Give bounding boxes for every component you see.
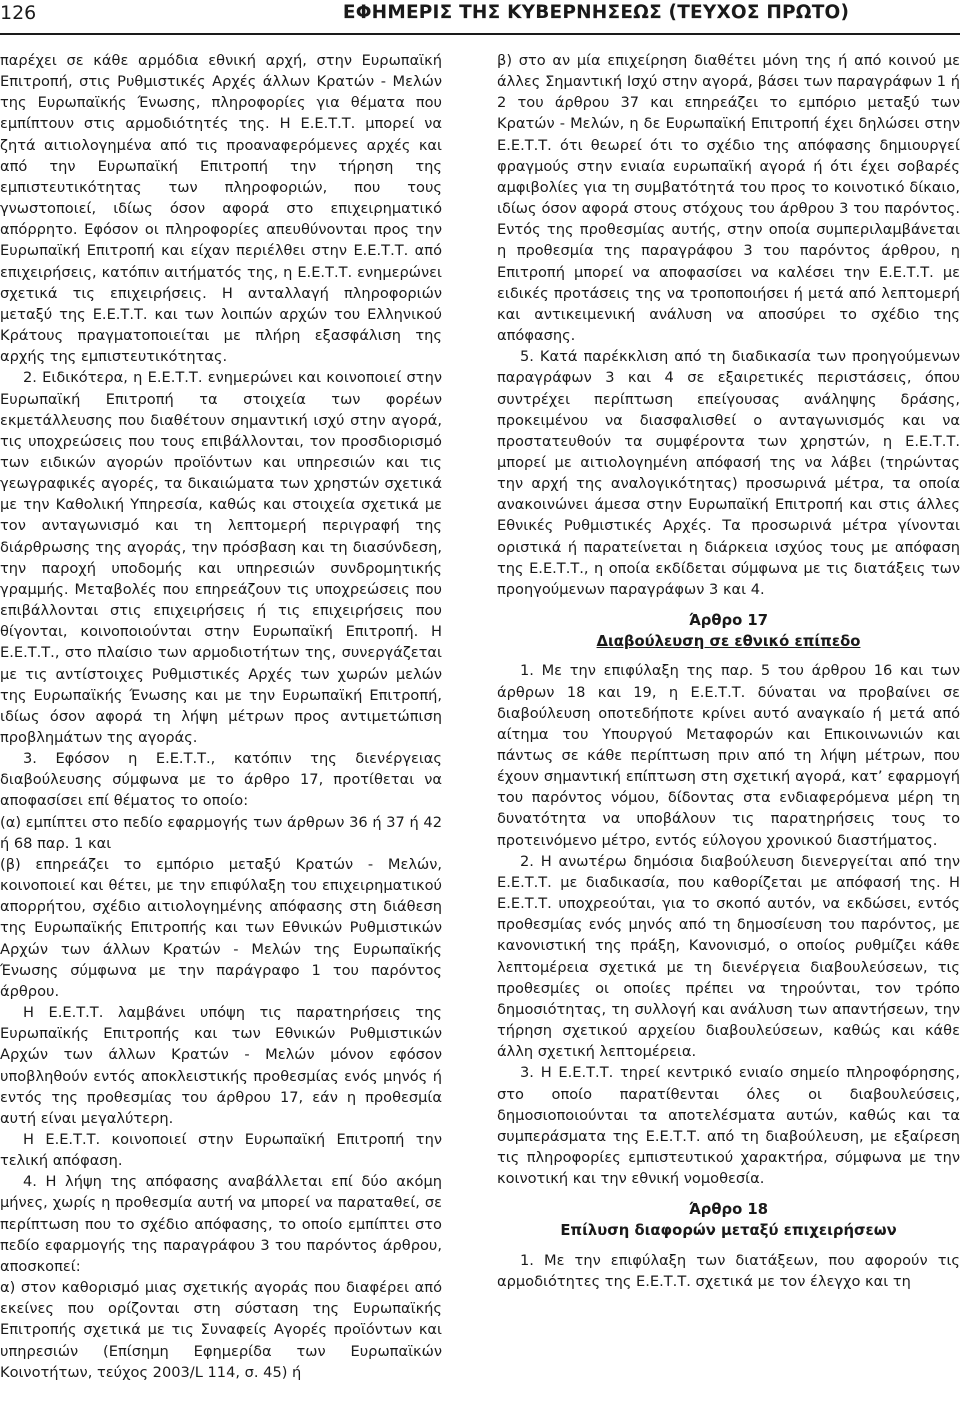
paragraph: 3. Εφόσον η Ε.Ε.Τ.Τ., κατόπιν της διενέργειας διαβούλευσης σύμφωνα με το άρθρο 17, προτίθεται να αποφασίσει επί θέματος το οποίο: xyxy=(0,750,442,810)
paragraph: 3. Η Ε.Ε.Τ.Τ. τηρεί κεντρικό ενιαίο σημείο πληροφόρησης, στο οποίο παρατίθενται όλες οι διαβουλεύσεις, δημοσιοποιούνται τα αποτελέσματα αυτών, καθώς και τα συμπεράσματα της Ε.Ε.Τ.Τ. από τη διαβούλευση, με εξαίρεση τις πληροφορίες εμπιστευτικού χαρακτήρα, σύμφωνα με την κοινοτική και την εθνική νομοθεσία. xyxy=(497,1064,960,1188)
page-number: 126 xyxy=(0,2,37,24)
paragraph: β) στο αν μία επιχείρηση διαθέτει μόνη της ή από κοινού με άλλες Σημαντική Ισχύ στην αγορά, βάσει των παραγράφων 1 ή 2 του άρθρου 37 και επηρεάζει το εμπόριο μεταξύ των Κρατών - Μελών, η δε Ευρωπαϊκή Επιτροπή έχει δηλώσει στην Ε.Ε.Τ.Τ. ότι θεωρεί ότι το σχέδιο της απόφασης δημιουργεί φραγμούς στην ενιαία ευρωπαϊκή αγορά ή ότι έχει σοβαρές αμφιβολίες για τη συμβατότητά του προς το κοινοτικό δίκαιο, ιδίως όσον αφορά στους στόχους του άρθρου 3 του παρόντος. Εντός της προθεσμίας αυτής, στην οποία συμπεριλαμβάνεται η προθεσμία της παραγράφου 3 του παρόντος άρθρου, η Επιτροπή μπορεί να αποφασίσει να καλέσει την Ε.Ε.Τ.Τ. με ειδικές προτάσεις της να τροποποιήσει ή μετά από λεπτομερή και αντικειμενική ανάλυση να αποσύρει το σχέδιο της απόφασης. xyxy=(497,52,960,345)
paragraph: 5. Κατά παρέκκλιση από τη διαδικασία των προηγούμενων παραγράφων 3 και 4 σε εξαιρετικές περιστάσεις, όπου συντρέχει περίπτωση επείγουσας ανάληψης δράσης, προκειμένου να διασφαλισθεί ο ανταγωνισμός και να προστατευθούν τα συμφέροντα των χρηστών, η Ε.Ε.Τ.Τ. μπορεί με αιτιολογημένη απόφασή της να λάβει (τηρώντας την αρχή της αναλογικότητας) προσωρινά μέτρα, τα οποία ανακοινώνει άμεσα στην Ευρωπαϊκή Επιτροπή και στις άλλες Εθνικές Ρυθμιστικές Αρχές. Τα προσωρινά μέτρα γίνονται οριστικά ή παρατείνεται η διάρκεια ισχύος τους με απόφαση της Ε.Ε.Τ.Τ., η οποία εκδίδεται σύμφωνα με τις διατάξεις των προηγούμενων παραγράφων 3 και 4. xyxy=(497,348,960,598)
page-header xyxy=(0,0,960,30)
header-divider xyxy=(0,33,960,35)
article-18-title: Επίλυση διαφορών μεταξύ επιχειρήσεων xyxy=(560,1222,897,1240)
paragraph: 4. Η λήψη της απόφασης αναβάλλεται επί δύο ακόμη μήνες, χωρίς η προθεσμία αυτή να μπορεί να παραταθεί, σε περίπτωση που το σχέδιο απόφασης, το οποίο εμπίπτει στο πεδίο εφαρμογής της παραγράφου 3 του παρόντος άρθρου, αποσκοπεί: xyxy=(0,1173,442,1275)
paragraph: α) στον καθορισμό μιας σχετικής αγοράς που διαφέρει από εκείνες που ορίζονται στη σύσταση της Ευρωπαϊκής Επιτροπής σχετικά με τις Συναφείς Αγορές προϊόντων και υπηρεσιών (Επίσημη Εφημερίδα των Ευρωπαϊκών Κοινοτήτων, τεύχος 2003/L 114, σ. 45) ή xyxy=(0,1279,442,1381)
paragraph: 2. Η ανωτέρω δημόσια διαβούλευση διενεργείται από την Ε.Ε.Τ.Τ. με διαδικασία, που καθορίζεται με απόφασή της. Η Ε.Ε.Τ.Τ. υποχρεούται, για το σκοπό αυτόν, να εκδώσει, εντός προθεσμίας ενός μηνός από τη δημοσίευση του παρόντος, με κανονιστική της πράξη, Κανονισμό, ο οποίος ρυθμίζει κάθε λεπτομέρεια σχετικά με τη διενέργεια διαβουλεύσεων, τις προθεσμίες οι οποίες πρέπει να τηρούνται, τον τρόπο δημοσιότητας, τη συλλογή και ανάλυση των απαντήσεων, την τήρηση σχετικού αρχείου διαβουλεύσεων, καθώς και κάθε άλλη σχετική λεπτομέρεια. xyxy=(497,852,960,1061)
article-18-heading: Άρθρο 18 xyxy=(688,1201,769,1219)
paragraph: παρέχει σε κάθε αρμόδια εθνική αρχή, στην Ευρωπαϊκή Επιτροπή, στις Ρυθμιστικές Αρχές άλλων Κρατών - Μελών της Ευρωπαϊκής Ένωσης, πληροφορίες για θέματα που εμπίπτουν στις αρμοδιότητές της. Η Ε.Ε.Τ.Τ. μπορεί να ζητά αιτιολογημένα από τις προαναφερόμενες αρχές και από την Ευρωπαϊκή Επιτροπή την τήρηση της εμπιστευτικότητας των πληροφοριών, που τους γνωστοποιεί, ιδίως όσον αφορά στο επιχειρηματικό απόρρητο. Εφόσον οι πληροφορίες απευθύνονται προς την Ευρωπαϊκή Επιτροπή και είχαν περιέλθει στην Ε.Ε.Τ.Τ. από επιχειρήσεις, κατόπιν αιτήματός της, η Ε.Ε.Τ.Τ. ενημερώνει σχετικά τις επιχειρήσεις. Η ανταλλαγή πληροφοριών μεταξύ της Ε.Ε.Τ.Τ. και των λοιπών αρχών του Ελληνικού Κράτους πραγματοποιείται με πλήρη εξασφάλιση της αρχής της εμπιστευτικότητας. xyxy=(0,52,442,366)
paragraph: 1. Με την επιφύλαξη της παρ. 5 του άρθρου 16 και των άρθρων 18 και 19, η Ε.Ε.Τ.Τ. δύναται να προβαίνει σε διαβούλευση οποτεδήποτε κρίνει αυτό αναγκαίο ή μετά από αίτημα του Υπουργού Μεταφορών και Επικοινωνιών και πάντως σε κάθε περίπτωση πριν από τη λήψη μέτρων, που έχουν σημαντική επίπτωση στη σχετική αγορά, κατ’ εφαρμογή του παρόντος νόμου, δίδοντας στα ενδιαφερόμενα μέρη τη δυνατότητα να υποβάλουν τις παρατηρήσεις τους το προτεινόμενο μέτρο, εντός εύλογου χρονικού διαστήματος. xyxy=(497,662,960,849)
left-column xyxy=(0,50,442,1383)
paragraph: 2. Ειδικότερα, η Ε.Ε.Τ.Τ. ενημερώνει και κοινοποιεί στην Ευρωπαϊκή Επιτροπή τα στοιχεία των φορέων εκμετάλλευσης που διαθέτουν σημαντική ισχύ στην αγορά, τις υποχρεώσεις που τους επιβάλλονται, τον προσδιορισμό των ειδικών αγορών προϊόντων και υπηρεσιών και τις γεωγραφικές αγορές, τα δικαιώματα των χρηστών σχετικά με την Καθολική Υπηρεσία, καθώς και στοιχεία σχετικά με τον ανταγωνισμό και τη λεπτομερή περιγραφή της διάρθρωσης της αγοράς, την πρόσβαση και τη διασύνδεση, την παροχή υποδομής και υπηρεσιών συνδρομητικής γραμμής. Μεταβολές που επηρεάζουν τις υποχρεώσεις που επιβάλλονται στις επιχειρήσεις ή τις επιχειρήσεις που θίγονται, κοινοποιούνται στην Ευρωπαϊκή Επιτροπή. Η Ε.Ε.Τ.Τ., στο πλαίσιο των αρμοδιοτήτων της, συνεργάζεται με τις αντίστοιχες Ρυθμιστικές Αρχές των χωρών μελών της Ευρωπαϊκής Ένωσης και με την Ευρωπαϊκή Επιτροπή, ιδίως όσον αφορά τη λήψη μέτρων προς αντιμετώπιση προβλημάτων της αγοράς. xyxy=(0,369,442,746)
right-column xyxy=(497,50,960,1292)
paragraph: Η Ε.Ε.Τ.Τ. λαμβάνει υπόψη τις παρατηρήσεις της Ευρωπαϊκής Επιτροπής και των Εθνικών Ρυθμιστικών Αρχών των άλλων Κρατών - Μελών μόνον εφόσον υποβληθούν εντός αποκλειστικής προθεσμίας ενός μηνός ή εντός της προθεσμίας του άρθρου 17, εάν η προθεσμία αυτή είναι μεγαλύτερη. xyxy=(0,1004,442,1127)
paragraph: (β) επηρεάζει το εμπόριο μεταξύ Κρατών - Μελών, κοινοποιεί και θέτει, με την επιφύλαξη του επιχειρηματικού απορρήτου, σχέδιο αιτιολογημένης απόφασης στη διάθεση της Ευρωπαϊκής Επιτροπής και των Εθνικών Ρυθμιστικών Αρχών των άλλων Κρατών - Μελών της Ευρωπαϊκής Ένωσης σύμφωνα με την παράγραφο 1 του παρόντος άρθρου. xyxy=(0,855,442,1000)
article-17-title: Διαβούλευση σε εθνικό επίπεδο xyxy=(596,633,861,651)
paragraph: (α) εμπίπτει στο πεδίο εφαρμογής των άρθρων 36 ή 37 ή 42 ή 68 παρ. 1 και xyxy=(0,813,442,852)
article-17-heading: Άρθρο 17 xyxy=(688,612,769,630)
gazette-title: ΕΦΗΜΕΡΙΣ ΤΗΣ ΚΥΒΕΡΝΗΣΕΩΣ (ΤΕΥΧΟΣ ΠΡΩΤΟ) xyxy=(342,2,850,23)
paragraph: 1. Με την επιφύλαξη των διατάξεων, που αφορούν τις αρμοδιότητες της Ε.Ε.Τ.Τ. σχετικά με τον έλεγχο και τη xyxy=(497,1251,960,1290)
paragraph: Η Ε.Ε.Τ.Τ. κοινοποιεί στην Ευρωπαϊκή Επιτροπή την τελική απόφαση. xyxy=(0,1130,442,1170)
